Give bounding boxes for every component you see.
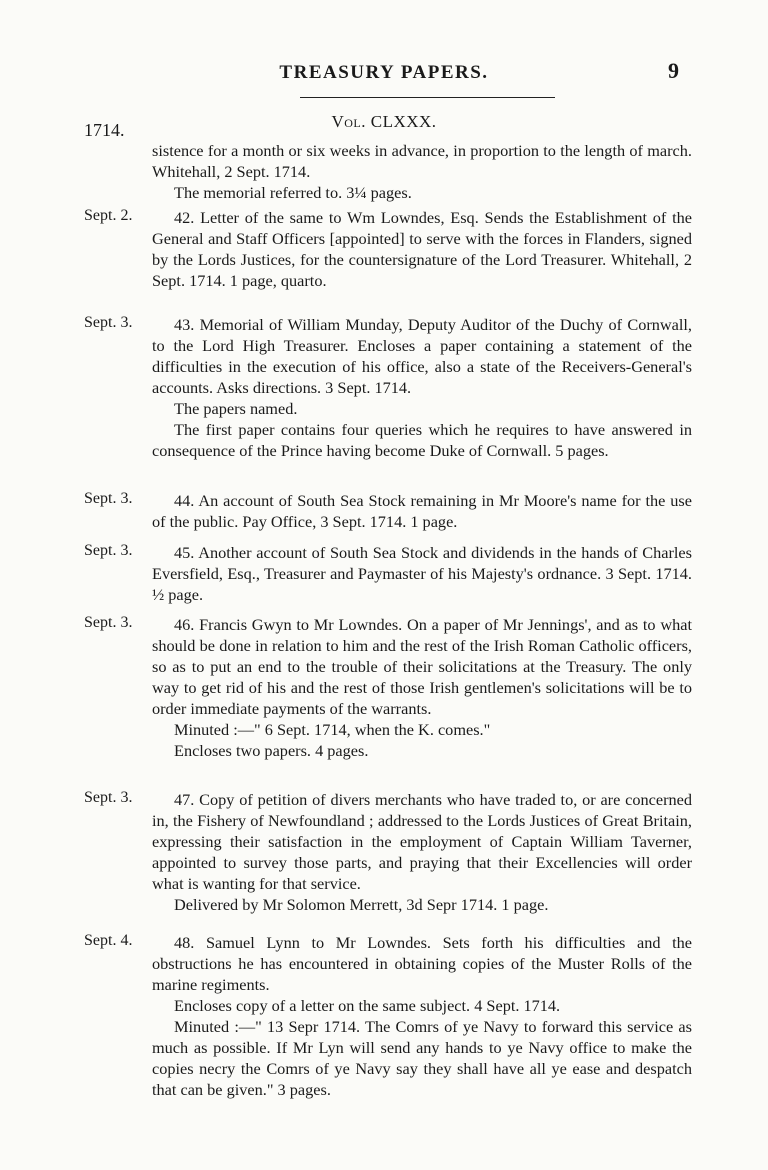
- entry-text: 43. Memorial of William Munday, Deputy Auditor of the Duchy of Cornwall, to the Lord High Treasurer. Encloses a paper containing a statement of the difficulties in the execution of his office, also a state of the Receivers-General's accounts. Asks directions. 3 Sept. 1714.: [152, 315, 692, 397]
- entry-date: Sept. 3.: [84, 789, 133, 806]
- volume-heading: Vol. CLXXX.: [331, 112, 437, 131]
- entry-note: Delivered by Mr Solomon Merrett, 3d Sepr 1714. 1 page.: [174, 895, 549, 914]
- entry-date: Sept. 3.: [84, 314, 133, 331]
- entry-text: 46. Francis Gwyn to Mr Lowndes. On a paper of Mr Jennings', and as to what should be done in relation to him and the rest of the Irish Roman Catholic officers, so as to put an end to the trouble of their solicitations at the Treasury. The only way to get rid of his and the rest of those Irish gentlemen's solicitations will be to order immediate payments of the warrants.: [152, 615, 692, 718]
- entry-note: The papers named.: [174, 399, 298, 418]
- entry-note: The first paper contains four queries which he requires to have answered in consequence of the Prince having become Duke of Cornwall. 5 pages.: [152, 420, 692, 460]
- entry-text: 47. Copy of petition of divers merchants who have traded to, or are concerned in, the Fishery of Newfoundland ; addressed to the Lords Justices of Great Britain, expressing their satisfaction in the employment of Captain William Taverner, appointed to survey those parts, and praying that their Excellencies will order what is wanting for that service.: [152, 790, 692, 893]
- header-divider: [300, 97, 555, 98]
- entry-minute: Minuted :—" 6 Sept. 1714, when the K. comes.": [174, 720, 491, 739]
- entry-text: 48. Samuel Lynn to Mr Lowndes. Sets forth his difficulties and the obstructions he has encountered in obtaining copies of the Muster Rolls of the marine regiments.: [152, 933, 692, 994]
- margin-year: 1714.: [84, 120, 125, 140]
- entry-date: Sept. 3.: [84, 614, 133, 631]
- running-title: TREASURY PAPERS.: [279, 62, 489, 83]
- entry-note: Encloses copy of a letter on the same subject. 4 Sept. 1714.: [174, 996, 561, 1015]
- entry-text: 44. An account of South Sea Stock remaining in Mr Moore's name for the use of the public. Pay Office, 3 Sept. 1714. 1 page.: [152, 491, 692, 531]
- continuation-note: The memorial referred to. 3¼ pages.: [174, 183, 412, 202]
- entry-date: Sept. 3.: [84, 542, 133, 559]
- entry-minute: Minuted :—" 13 Sepr 1714. The Comrs of ye Navy to forward this service as much as possible. If Mr Lyn will send any hands to ye Navy office to make the copies necry the Comrs of ye Navy say they shall have all ye ease and despatch that can be given." 3 pages.: [152, 1017, 692, 1099]
- entry-date: Sept. 4.: [84, 932, 133, 949]
- page-number: 9: [668, 58, 679, 83]
- entry-text: 45. Another account of South Sea Stock and dividends in the hands of Charles Eversfield, Esq., Treasurer and Paymaster of his Majesty's ordnance. 3 Sept. 1714. ½ page.: [152, 543, 692, 604]
- entry-note: Encloses two papers. 4 pages.: [174, 741, 369, 760]
- continuation-text: sistence for a month or six weeks in advance, in proportion to the length of march. Whitehall, 2 Sept. 1714.: [152, 141, 692, 181]
- entry-text: 42. Letter of the same to Wm Lowndes, Esq. Sends the Establishment of the General and Staff Officers [appointed] to serve with the forces in Flanders, signed by the Lords Justices, for the countersignature of the Lord Treasurer. Whitehall, 2 Sept. 1714. 1 page, quarto.: [152, 208, 692, 290]
- entry-date: Sept. 2.: [84, 207, 133, 224]
- entry-date: Sept. 3.: [84, 490, 133, 507]
